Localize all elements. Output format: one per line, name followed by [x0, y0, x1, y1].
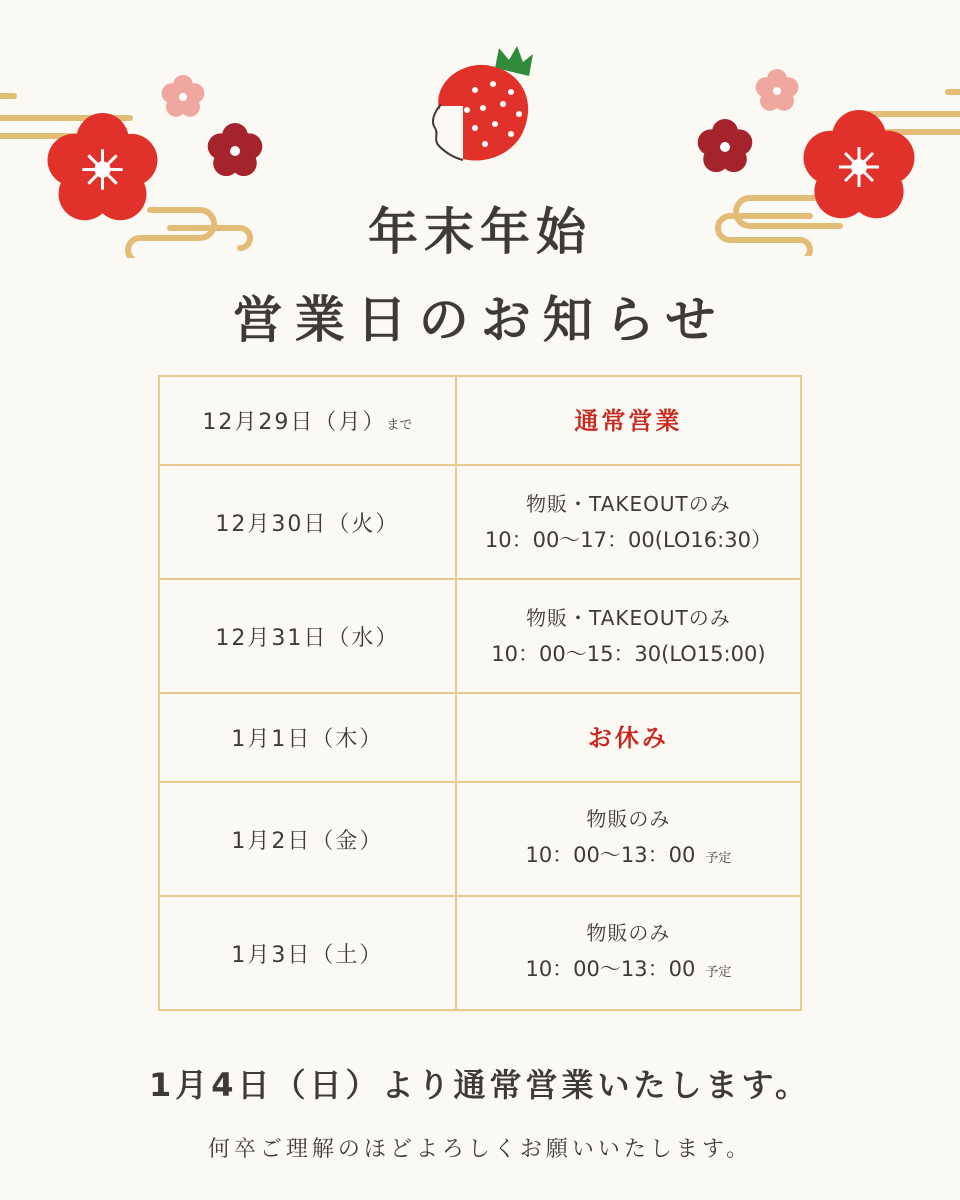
- date-cell: [159, 896, 456, 1010]
- date-label: 12月30日（火）: [215, 511, 400, 537]
- page-subtitle: 営業日のお知らせ: [232, 291, 728, 349]
- status-label: お休み: [587, 723, 669, 752]
- table-row: [159, 465, 801, 579]
- date-label: 1月1日（木）: [231, 727, 384, 752]
- status-cell: [456, 376, 801, 465]
- table-row: [159, 376, 801, 465]
- table-row: [159, 579, 801, 693]
- plum-blossom-icon: [754, 68, 800, 114]
- hours-label: 10：00〜13：00: [525, 843, 696, 867]
- status-label: 通常営業: [574, 406, 683, 435]
- page-title: 年末年始: [368, 203, 592, 261]
- hours-label: 10：00〜13：00: [525, 957, 696, 981]
- apology-notice: 何卒ご理解のほどよろしくお願いいたします。: [207, 1137, 753, 1162]
- resume-notice: 1月4日（日）より通常営業いたします。: [149, 1066, 811, 1104]
- status-label: 物販のみ: [586, 807, 671, 831]
- hours-label: 10：00〜17：00(LO16:30）: [484, 528, 772, 552]
- date-cell: [159, 693, 456, 782]
- status-cell: [456, 465, 801, 579]
- date-cell: [159, 782, 456, 896]
- plum-blossom-icon: [696, 118, 754, 176]
- date-suffix: まで: [386, 418, 413, 433]
- date-cell: [159, 376, 456, 465]
- status-cell: [456, 782, 801, 896]
- date-cell: [159, 579, 456, 693]
- date-label: 1月2日（金）: [231, 828, 384, 854]
- date-cell: [159, 465, 456, 579]
- date-label: 1月3日（土）: [231, 942, 384, 968]
- plum-blossom-icon: [206, 122, 264, 180]
- hours-label: 10：00〜15：30(LO15:00): [491, 642, 766, 666]
- status-label: 物販・TAKEOUTのみ: [526, 492, 731, 516]
- tentative-note: 予定: [705, 851, 732, 866]
- status-cell: [456, 896, 801, 1010]
- schedule-table: [158, 375, 802, 1011]
- table-row: [159, 896, 801, 1010]
- date-label: 12月31日（水）: [215, 625, 400, 651]
- status-cell: [456, 693, 801, 782]
- status-cell: [456, 579, 801, 693]
- plum-blossom-icon: [160, 74, 206, 120]
- table-row: [159, 693, 801, 782]
- status-label: 物販のみ: [586, 921, 671, 945]
- tentative-note: 予定: [705, 965, 732, 980]
- strawberry-mascot-icon: [425, 40, 540, 168]
- date-label: 12月29日（月）: [202, 410, 387, 435]
- status-label: 物販・TAKEOUTのみ: [526, 606, 731, 630]
- table-row: [159, 782, 801, 896]
